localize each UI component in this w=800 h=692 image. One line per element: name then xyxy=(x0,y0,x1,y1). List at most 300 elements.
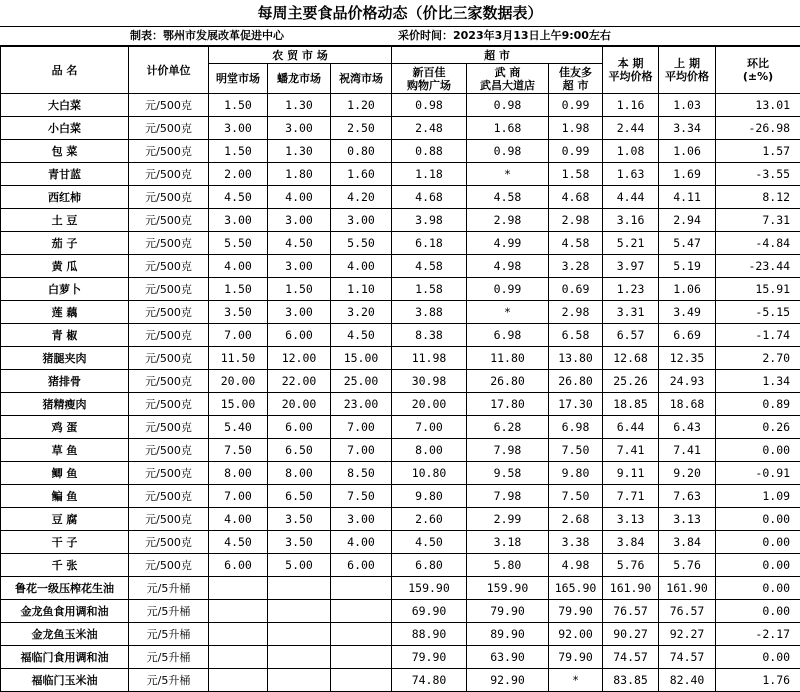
unit: 元/500克 xyxy=(129,347,209,370)
current-avg-price: 6.57 xyxy=(603,324,659,347)
ratio-value: -2.17 xyxy=(716,623,800,646)
market-zhuwan-price: 5.50 xyxy=(331,232,392,255)
super-xinbaijia-price: 20.00 xyxy=(392,393,467,416)
unit: 元/5升桶 xyxy=(129,600,209,623)
super-jiayouduo-price: 2.68 xyxy=(549,508,603,531)
ratio-value: 0.00 xyxy=(716,646,800,669)
super-wushang-price: 159.90 xyxy=(467,577,549,600)
item-name: 莲 藕 xyxy=(1,301,129,324)
market-zhuwan-price xyxy=(331,669,392,692)
previous-avg-price: 1.06 xyxy=(659,140,716,163)
table-row xyxy=(1,163,800,186)
ratio-value: -0.91 xyxy=(716,462,800,485)
unit: 元/500克 xyxy=(129,301,209,324)
ratio-value: 0.89 xyxy=(716,393,800,416)
super-wushang-price: 26.80 xyxy=(467,370,549,393)
super-xinbaijia-price: 8.00 xyxy=(392,439,467,462)
market-panlong-price: 22.00 xyxy=(268,370,331,393)
ratio-value: 0.00 xyxy=(716,577,800,600)
header-ratio: 环比 (±%) xyxy=(716,47,800,94)
market-zhuwan-price: 0.80 xyxy=(331,140,392,163)
item-name: 干 子 xyxy=(1,531,129,554)
market-panlong-price: 5.00 xyxy=(268,554,331,577)
item-name: 猪精瘦肉 xyxy=(1,393,129,416)
current-avg-price: 7.41 xyxy=(603,439,659,462)
super-xinbaijia-price: 2.60 xyxy=(392,508,467,531)
previous-avg-price: 5.19 xyxy=(659,255,716,278)
unit: 元/500克 xyxy=(129,232,209,255)
previous-avg-price: 24.93 xyxy=(659,370,716,393)
page-title: 每周主要食品价格动态（价比三家数据表） xyxy=(0,0,800,27)
table-row xyxy=(1,370,800,393)
table-row xyxy=(1,140,800,163)
super-wushang-price: 63.90 xyxy=(467,646,549,669)
super-wushang-price: * xyxy=(467,163,549,186)
super-wushang-price: 79.90 xyxy=(467,600,549,623)
super-xinbaijia-price: 1.58 xyxy=(392,278,467,301)
unit: 元/5升桶 xyxy=(129,646,209,669)
current-avg-price: 3.13 xyxy=(603,508,659,531)
ratio-value: -3.55 xyxy=(716,163,800,186)
market-panlong-price xyxy=(268,646,331,669)
market-zhuwan-price xyxy=(331,577,392,600)
ratio-value: 13.01 xyxy=(716,94,800,117)
market-mingtang-price xyxy=(209,646,268,669)
super-wushang-price: 3.18 xyxy=(467,531,549,554)
item-name: 青 椒 xyxy=(1,324,129,347)
super-jiayouduo-price: 0.99 xyxy=(549,94,603,117)
current-avg-price: 3.97 xyxy=(603,255,659,278)
super-xinbaijia-price: 11.98 xyxy=(392,347,467,370)
item-name: 鲁花一级压榨花生油 xyxy=(1,577,129,600)
current-avg-price: 1.08 xyxy=(603,140,659,163)
unit: 元/500克 xyxy=(129,393,209,416)
ratio-value: 0.00 xyxy=(716,508,800,531)
item-name: 白萝卜 xyxy=(1,278,129,301)
current-avg-price: 1.16 xyxy=(603,94,659,117)
table-row xyxy=(1,94,800,117)
market-zhuwan-price: 1.60 xyxy=(331,163,392,186)
item-name: 包 菜 xyxy=(1,140,129,163)
unit: 元/5升桶 xyxy=(129,577,209,600)
super-wushang-price: 11.80 xyxy=(467,347,549,370)
unit: 元/5升桶 xyxy=(129,623,209,646)
super-xinbaijia-price: 10.80 xyxy=(392,462,467,485)
market-zhuwan-price: 4.00 xyxy=(331,255,392,278)
current-avg-price: 18.85 xyxy=(603,393,659,416)
current-avg-price: 4.44 xyxy=(603,186,659,209)
market-zhuwan-price: 7.00 xyxy=(331,416,392,439)
market-mingtang-price: 1.50 xyxy=(209,94,268,117)
super-jiayouduo-price: 7.50 xyxy=(549,439,603,462)
market-mingtang-price: 3.50 xyxy=(209,301,268,324)
super-xinbaijia-price: 4.58 xyxy=(392,255,467,278)
market-mingtang-price: 4.50 xyxy=(209,186,268,209)
header-market-zhuwan: 祝湾市场 xyxy=(331,64,392,94)
ratio-value: -4.84 xyxy=(716,232,800,255)
market-zhuwan-price: 3.00 xyxy=(331,209,392,232)
table-row xyxy=(1,508,800,531)
super-jiayouduo-price: 6.58 xyxy=(549,324,603,347)
item-name: 青甘蓝 xyxy=(1,163,129,186)
super-wushang-price: 92.90 xyxy=(467,669,549,692)
market-zhuwan-price: 4.00 xyxy=(331,531,392,554)
item-name: 鲫 鱼 xyxy=(1,462,129,485)
market-panlong-price: 6.00 xyxy=(268,416,331,439)
current-avg-price: 161.90 xyxy=(603,577,659,600)
market-panlong-price xyxy=(268,577,331,600)
super-jiayouduo-price: 79.90 xyxy=(549,646,603,669)
super-xinbaijia-price: 30.98 xyxy=(392,370,467,393)
item-name: 猪排骨 xyxy=(1,370,129,393)
super-wushang-price: 0.98 xyxy=(467,94,549,117)
current-avg-price: 5.76 xyxy=(603,554,659,577)
ratio-value: 15.91 xyxy=(716,278,800,301)
previous-avg-price: 18.68 xyxy=(659,393,716,416)
item-name: 鸡 蛋 xyxy=(1,416,129,439)
super-wushang-price: 6.98 xyxy=(467,324,549,347)
unit: 元/500克 xyxy=(129,117,209,140)
super-jiayouduo-price: 0.99 xyxy=(549,140,603,163)
maker-label: 制表：鄂州市发展改革促进中心 xyxy=(130,27,284,45)
super-xinbaijia-price: 3.88 xyxy=(392,301,467,324)
market-panlong-price: 4.00 xyxy=(268,186,331,209)
market-panlong-price xyxy=(268,600,331,623)
super-xinbaijia-price: 4.50 xyxy=(392,531,467,554)
market-panlong-price: 3.50 xyxy=(268,531,331,554)
item-name: 福临门食用调和油 xyxy=(1,646,129,669)
table-row xyxy=(1,324,800,347)
table-row xyxy=(1,531,800,554)
unit: 元/500克 xyxy=(129,531,209,554)
unit: 元/500克 xyxy=(129,209,209,232)
table-row xyxy=(1,186,800,209)
table-row xyxy=(1,485,800,508)
unit: 元/500克 xyxy=(129,370,209,393)
super-jiayouduo-price: * xyxy=(549,669,603,692)
market-panlong-price: 6.50 xyxy=(268,485,331,508)
super-wushang-price: 0.99 xyxy=(467,278,549,301)
current-avg-price: 1.23 xyxy=(603,278,659,301)
super-jiayouduo-price: 165.90 xyxy=(549,577,603,600)
current-avg-price: 9.11 xyxy=(603,462,659,485)
table-row xyxy=(1,646,800,669)
table-row xyxy=(1,462,800,485)
market-panlong-price: 6.00 xyxy=(268,324,331,347)
super-xinbaijia-price: 1.18 xyxy=(392,163,467,186)
market-panlong-price xyxy=(268,669,331,692)
market-mingtang-price: 4.00 xyxy=(209,508,268,531)
super-xinbaijia-price: 0.98 xyxy=(392,94,467,117)
super-wushang-price: * xyxy=(467,301,549,324)
super-wushang-price: 4.58 xyxy=(467,186,549,209)
previous-avg-price: 161.90 xyxy=(659,577,716,600)
market-panlong-price: 20.00 xyxy=(268,393,331,416)
current-avg-price: 3.16 xyxy=(603,209,659,232)
current-avg-price: 76.57 xyxy=(603,600,659,623)
super-jiayouduo-price: 4.68 xyxy=(549,186,603,209)
market-zhuwan-price: 7.00 xyxy=(331,439,392,462)
super-wushang-price: 9.58 xyxy=(467,462,549,485)
item-name: 鳊 鱼 xyxy=(1,485,129,508)
item-name: 草 鱼 xyxy=(1,439,129,462)
collect-time-label: 采价时间：2023年3月13日上午9:00左右 xyxy=(398,27,611,45)
super-jiayouduo-price: 1.98 xyxy=(549,117,603,140)
market-mingtang-price: 15.00 xyxy=(209,393,268,416)
table-row xyxy=(1,117,800,140)
header-super-xinbaijia: 新百佳 购物广场 xyxy=(392,64,467,94)
market-zhuwan-price: 6.00 xyxy=(331,554,392,577)
unit: 元/500克 xyxy=(129,255,209,278)
super-xinbaijia-price: 69.90 xyxy=(392,600,467,623)
super-xinbaijia-price: 4.68 xyxy=(392,186,467,209)
market-panlong-price: 3.00 xyxy=(268,301,331,324)
header-unit: 计价单位 xyxy=(129,47,209,94)
current-avg-price: 74.57 xyxy=(603,646,659,669)
table-row xyxy=(1,232,800,255)
market-panlong-price: 1.80 xyxy=(268,163,331,186)
market-panlong-price: 3.00 xyxy=(268,117,331,140)
previous-avg-price: 4.11 xyxy=(659,186,716,209)
market-mingtang-price: 5.40 xyxy=(209,416,268,439)
previous-avg-price: 6.69 xyxy=(659,324,716,347)
super-xinbaijia-price: 3.98 xyxy=(392,209,467,232)
item-name: 茄 子 xyxy=(1,232,129,255)
super-wushang-price: 1.68 xyxy=(467,117,549,140)
current-avg-price: 1.63 xyxy=(603,163,659,186)
unit: 元/500克 xyxy=(129,508,209,531)
super-jiayouduo-price: 2.98 xyxy=(549,209,603,232)
market-panlong-price: 12.00 xyxy=(268,347,331,370)
previous-avg-price: 2.94 xyxy=(659,209,716,232)
header-item: 品 名 xyxy=(1,47,129,94)
header-row-1 xyxy=(1,47,800,64)
ratio-value: 1.76 xyxy=(716,669,800,692)
super-xinbaijia-price: 8.38 xyxy=(392,324,467,347)
table-row xyxy=(1,347,800,370)
super-jiayouduo-price: 1.58 xyxy=(549,163,603,186)
market-mingtang-price xyxy=(209,577,268,600)
previous-avg-price: 3.13 xyxy=(659,508,716,531)
previous-avg-price: 1.06 xyxy=(659,278,716,301)
table-row xyxy=(1,577,800,600)
market-mingtang-price: 11.50 xyxy=(209,347,268,370)
super-wushang-price: 0.98 xyxy=(467,140,549,163)
market-zhuwan-price: 23.00 xyxy=(331,393,392,416)
market-zhuwan-price: 4.20 xyxy=(331,186,392,209)
market-zhuwan-price: 1.20 xyxy=(331,94,392,117)
header-current-avg: 本 期 平均价格 xyxy=(603,47,659,94)
market-mingtang-price: 8.00 xyxy=(209,462,268,485)
market-mingtang-price xyxy=(209,623,268,646)
current-avg-price: 2.44 xyxy=(603,117,659,140)
unit: 元/500克 xyxy=(129,485,209,508)
market-mingtang-price: 7.00 xyxy=(209,485,268,508)
unit: 元/500克 xyxy=(129,186,209,209)
ratio-value: -23.44 xyxy=(716,255,800,278)
super-jiayouduo-price: 4.98 xyxy=(549,554,603,577)
super-wushang-price: 89.90 xyxy=(467,623,549,646)
market-zhuwan-price: 1.10 xyxy=(331,278,392,301)
ratio-value: 1.09 xyxy=(716,485,800,508)
super-jiayouduo-price: 3.38 xyxy=(549,531,603,554)
market-panlong-price: 4.50 xyxy=(268,232,331,255)
current-avg-price: 5.21 xyxy=(603,232,659,255)
market-zhuwan-price: 15.00 xyxy=(331,347,392,370)
market-panlong-price: 3.00 xyxy=(268,255,331,278)
ratio-value: 1.34 xyxy=(716,370,800,393)
market-panlong-price: 1.30 xyxy=(268,140,331,163)
item-name: 黄 瓜 xyxy=(1,255,129,278)
super-xinbaijia-price: 7.00 xyxy=(392,416,467,439)
current-avg-price: 90.27 xyxy=(603,623,659,646)
ratio-value: 0.00 xyxy=(716,439,800,462)
header-previous-avg: 上 期 平均价格 xyxy=(659,47,716,94)
item-name: 小白菜 xyxy=(1,117,129,140)
super-jiayouduo-price: 26.80 xyxy=(549,370,603,393)
current-avg-price: 3.84 xyxy=(603,531,659,554)
market-panlong-price: 1.50 xyxy=(268,278,331,301)
table-row xyxy=(1,209,800,232)
ratio-value: 1.57 xyxy=(716,140,800,163)
table-row xyxy=(1,623,800,646)
market-panlong-price: 3.50 xyxy=(268,508,331,531)
market-mingtang-price: 3.00 xyxy=(209,209,268,232)
super-wushang-price: 7.98 xyxy=(467,485,549,508)
super-xinbaijia-price: 2.48 xyxy=(392,117,467,140)
market-mingtang-price: 4.00 xyxy=(209,255,268,278)
ratio-value: 0.26 xyxy=(716,416,800,439)
super-jiayouduo-price: 3.28 xyxy=(549,255,603,278)
market-mingtang-price: 6.00 xyxy=(209,554,268,577)
header-market-mingtang: 明堂市场 xyxy=(209,64,268,94)
unit: 元/500克 xyxy=(129,140,209,163)
super-jiayouduo-price: 17.30 xyxy=(549,393,603,416)
market-mingtang-price: 20.00 xyxy=(209,370,268,393)
super-xinbaijia-price: 6.80 xyxy=(392,554,467,577)
ratio-value: 0.00 xyxy=(716,600,800,623)
market-zhuwan-price xyxy=(331,623,392,646)
current-avg-price: 12.68 xyxy=(603,347,659,370)
item-name: 金龙鱼玉米油 xyxy=(1,623,129,646)
market-zhuwan-price: 8.50 xyxy=(331,462,392,485)
super-wushang-price: 7.98 xyxy=(467,439,549,462)
super-wushang-price: 4.99 xyxy=(467,232,549,255)
market-zhuwan-price: 4.50 xyxy=(331,324,392,347)
unit: 元/500克 xyxy=(129,554,209,577)
previous-avg-price: 5.76 xyxy=(659,554,716,577)
super-jiayouduo-price: 9.80 xyxy=(549,462,603,485)
unit: 元/500克 xyxy=(129,163,209,186)
info-bar xyxy=(0,27,800,46)
super-wushang-price: 17.80 xyxy=(467,393,549,416)
item-name: 大白菜 xyxy=(1,94,129,117)
previous-avg-price: 12.35 xyxy=(659,347,716,370)
table-row xyxy=(1,301,800,324)
super-jiayouduo-price: 7.50 xyxy=(549,485,603,508)
unit: 元/5升桶 xyxy=(129,669,209,692)
ratio-value: 0.00 xyxy=(716,531,800,554)
unit: 元/500克 xyxy=(129,416,209,439)
item-name: 土 豆 xyxy=(1,209,129,232)
super-xinbaijia-price: 79.90 xyxy=(392,646,467,669)
market-panlong-price: 1.30 xyxy=(268,94,331,117)
market-zhuwan-price: 3.20 xyxy=(331,301,392,324)
item-name: 福临门玉米油 xyxy=(1,669,129,692)
current-avg-price: 25.26 xyxy=(603,370,659,393)
item-name: 千 张 xyxy=(1,554,129,577)
unit: 元/500克 xyxy=(129,278,209,301)
previous-avg-price: 3.49 xyxy=(659,301,716,324)
super-jiayouduo-price: 92.00 xyxy=(549,623,603,646)
previous-avg-price: 7.63 xyxy=(659,485,716,508)
item-name: 金龙鱼食用调和油 xyxy=(1,600,129,623)
super-jiayouduo-price: 2.98 xyxy=(549,301,603,324)
previous-avg-price: 3.34 xyxy=(659,117,716,140)
super-wushang-price: 4.98 xyxy=(467,255,549,278)
market-panlong-price: 6.50 xyxy=(268,439,331,462)
table-row xyxy=(1,278,800,301)
market-zhuwan-price: 3.00 xyxy=(331,508,392,531)
market-zhuwan-price: 25.00 xyxy=(331,370,392,393)
header-super-wushang: 武 商 武昌大道店 xyxy=(467,64,549,94)
market-zhuwan-price xyxy=(331,646,392,669)
market-mingtang-price xyxy=(209,669,268,692)
market-panlong-price xyxy=(268,623,331,646)
current-avg-price: 3.31 xyxy=(603,301,659,324)
price-table xyxy=(0,46,800,692)
super-wushang-price: 6.28 xyxy=(467,416,549,439)
table-row xyxy=(1,393,800,416)
header-super-jiayouduo: 佳友多 超 市 xyxy=(549,64,603,94)
market-zhuwan-price xyxy=(331,600,392,623)
item-name: 豆 腐 xyxy=(1,508,129,531)
super-xinbaijia-price: 0.88 xyxy=(392,140,467,163)
ratio-value: 2.70 xyxy=(716,347,800,370)
item-name: 西红柿 xyxy=(1,186,129,209)
market-mingtang-price: 5.50 xyxy=(209,232,268,255)
previous-avg-price: 3.84 xyxy=(659,531,716,554)
unit: 元/500克 xyxy=(129,94,209,117)
table-row xyxy=(1,416,800,439)
market-zhuwan-price: 2.50 xyxy=(331,117,392,140)
market-mingtang-price: 7.50 xyxy=(209,439,268,462)
unit: 元/500克 xyxy=(129,324,209,347)
super-jiayouduo-price: 13.80 xyxy=(549,347,603,370)
table-row xyxy=(1,600,800,623)
previous-avg-price: 1.69 xyxy=(659,163,716,186)
market-zhuwan-price: 7.50 xyxy=(331,485,392,508)
super-xinbaijia-price: 74.80 xyxy=(392,669,467,692)
header-supermarket: 超 市 xyxy=(392,47,603,64)
market-panlong-price: 3.00 xyxy=(268,209,331,232)
market-mingtang-price xyxy=(209,600,268,623)
table-row xyxy=(1,554,800,577)
previous-avg-price: 74.57 xyxy=(659,646,716,669)
super-wushang-price: 2.99 xyxy=(467,508,549,531)
item-name: 猪腿夹肉 xyxy=(1,347,129,370)
header-farm-market: 农 贸 市 场 xyxy=(209,47,392,64)
unit: 元/500克 xyxy=(129,462,209,485)
super-jiayouduo-price: 0.69 xyxy=(549,278,603,301)
super-xinbaijia-price: 159.90 xyxy=(392,577,467,600)
previous-avg-price: 9.20 xyxy=(659,462,716,485)
super-jiayouduo-price: 79.90 xyxy=(549,600,603,623)
market-mingtang-price: 1.50 xyxy=(209,140,268,163)
ratio-value: 0.00 xyxy=(716,554,800,577)
previous-avg-price: 6.43 xyxy=(659,416,716,439)
header-market-panlong: 蟠龙市场 xyxy=(268,64,331,94)
